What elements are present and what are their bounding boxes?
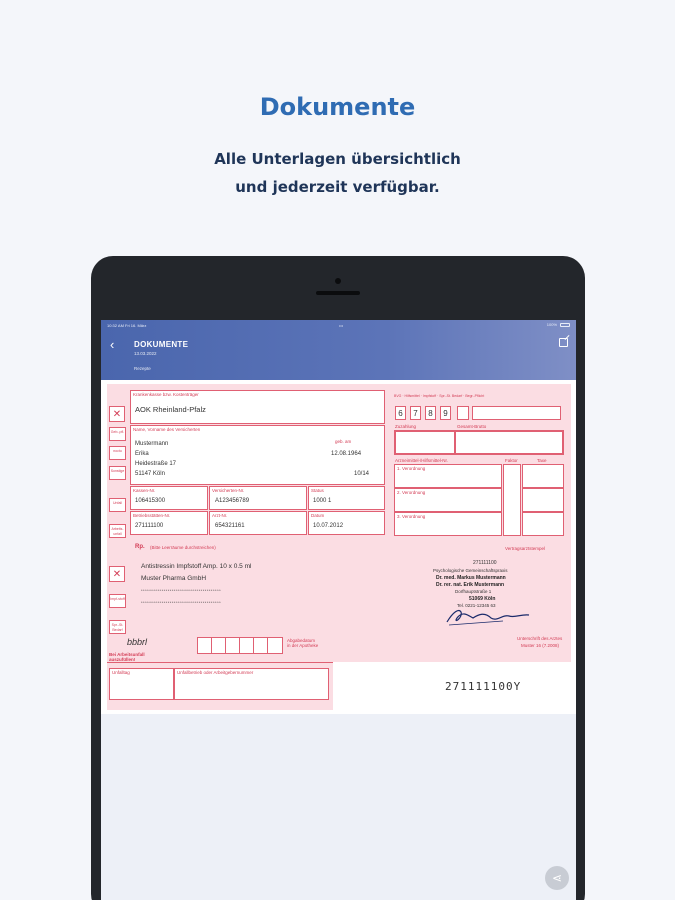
side-box-6: Arbeits-unfall <box>109 524 126 538</box>
side-box-2: Geb.-pfl. <box>109 427 126 441</box>
stamp-doctor2: Dr. rer. nat. Erik Mustermann <box>436 582 505 588</box>
taxe-field-2 <box>522 488 564 512</box>
taxe-field-1 <box>522 464 564 488</box>
abgabedatum-boxes <box>197 637 283 654</box>
label-insurer: Krankenkasse bzw. Kostenträger <box>133 392 199 397</box>
divider <box>267 637 268 654</box>
label-abgabedatum: Abgabedatum in der Apotheke <box>287 638 319 648</box>
divider <box>211 637 212 654</box>
prescription-form <box>107 384 571 710</box>
label-verordnung-2: 2. Verordnung <box>397 490 426 495</box>
side-box-5: Unfall <box>109 498 126 512</box>
label-faktor: Faktor <box>505 458 518 463</box>
kassen-nr-value: 106415300 <box>135 498 166 504</box>
strike-line-2: *************************************** <box>141 600 222 605</box>
battery-icon <box>560 323 570 327</box>
label-muster: Muster 16 (7.2008) <box>521 643 560 648</box>
patient-lastname: Mustermann <box>135 441 169 447</box>
app-screen <box>101 320 576 900</box>
status-dots: ••• <box>339 323 344 328</box>
label-rp-hint: (Bitte Leerräume durchstreichen) <box>150 545 216 550</box>
status-battery-group <box>547 322 570 327</box>
datum-value: 10.07.2012 <box>313 523 344 529</box>
divider <box>225 637 226 654</box>
app-header <box>101 320 576 380</box>
top-cell-8: 8 <box>425 406 436 420</box>
label-top-codes: BVG · Hilfsmittel · Impfstoff · Spr.-St. Bedarf · Begr.-Pflicht <box>394 394 485 398</box>
cross-mark-gebuehr: ✕ <box>109 406 125 422</box>
label-birthdate: geb. am <box>335 439 352 444</box>
label-rp: Rp. <box>135 544 145 550</box>
label-unfallbetrieb: Unfallbetrieb oder Arbeitgebernummer <box>177 670 254 675</box>
label-unfalltag: Unfalltag <box>112 670 130 675</box>
side-box-4: Sonstige <box>109 466 126 480</box>
status-time: 10:32 AM Fri 16. März <box>107 323 147 328</box>
handwritten-code: bbbrl <box>127 637 148 647</box>
side-box-3: noctu <box>109 446 126 460</box>
label-taxe: Taxe <box>537 458 547 463</box>
top-cell-6: 6 <box>395 406 406 420</box>
label-zuzahlung: Zuzahlung <box>395 424 417 429</box>
document-type: Rezepte <box>134 366 151 371</box>
edit-icon[interactable] <box>559 338 568 347</box>
stamp-city: 51069 Köln <box>469 596 496 602</box>
top-cell-empty <box>457 406 469 420</box>
patient-city: 51147 Köln <box>135 471 165 477</box>
hero-subtitle-line1: Alle Unterlagen übersichtlich <box>214 150 461 168</box>
label-unterschrift: Unterschrift des Arztes <box>517 636 563 641</box>
versicherten-nr-value: A123456789 <box>215 498 250 504</box>
share-icon[interactable]: ⋖ <box>545 866 569 890</box>
insurer-value: AOK Rheinland-Pfalz <box>135 405 206 414</box>
brutto-field <box>394 430 564 455</box>
stamp-doctor1: Dr. med. Markus Mustermann <box>436 575 506 581</box>
medication-line2: Muster Pharma GmbH <box>141 575 207 582</box>
battery-percent: 100% <box>546 322 557 327</box>
speaker-grille <box>316 291 360 295</box>
hero-subtitle <box>0 145 675 201</box>
status-value: 1000 1 <box>313 498 332 504</box>
label-arzt-nr: Arzt-Nr. <box>212 513 228 518</box>
patient-birthdate: 12.08.1964 <box>331 451 362 457</box>
divider <box>253 637 254 654</box>
prescription-document <box>101 380 576 714</box>
label-betriebsstaetten-nr: Betriebsstätten-Nr. <box>133 513 171 518</box>
arzt-nr-value: 654321161 <box>215 523 245 529</box>
document-title: DOKUMENTE <box>134 340 189 349</box>
divider <box>454 430 456 455</box>
hero-title: Dokumente <box>259 93 416 121</box>
label-datum: Datum <box>311 513 325 518</box>
signature <box>443 606 535 628</box>
taxe-field-3 <box>522 512 564 536</box>
stamp-street: Dorfhauptstraße 1 <box>455 589 492 594</box>
chevron-left-icon[interactable]: ‹ <box>110 337 115 352</box>
label-arbeitsunfall: Bei Arbeitsunfall auszufüllen! <box>109 652 145 662</box>
patient-code: 10/14 <box>354 471 370 477</box>
medication-line1: Antistressin Impfstoff Amp. 10 x 0.5 ml <box>141 563 252 570</box>
patient-firstname: Erika <box>135 451 149 457</box>
hero-subtitle-line2: und jederzeit verfügbar. <box>235 178 440 196</box>
faktor-column <box>503 464 521 536</box>
cross-mark-impf: ✕ <box>109 566 125 582</box>
top-cell-7: 7 <box>410 406 421 420</box>
label-arzneimittel: Arzneimittel-/Hilfsmittel-Nr. <box>395 458 449 463</box>
label-patient: Name, Vorname des Versicherten <box>133 427 201 432</box>
side-box-9: Spr.-St. Bedarf <box>109 620 126 634</box>
label-verordnung-1: 1. Verordnung <box>397 466 426 471</box>
divider <box>239 637 240 654</box>
stamp-number: 271111100 <box>473 560 497 566</box>
top-cell-9: 9 <box>440 406 451 420</box>
label-vertragsarzt: Vertragsarztstempel <box>505 546 546 551</box>
strike-line-1: *************************************** <box>141 588 222 593</box>
label-status: Status <box>311 488 324 493</box>
stamp-practice: Psychologische Gemeinschaftspraxis <box>433 568 508 573</box>
patient-street: Heidestraße 17 <box>135 461 177 467</box>
status-bar <box>107 322 570 330</box>
tablet-frame <box>91 256 585 900</box>
print-code: 271111100Y <box>445 680 522 693</box>
stamp-phone: Tel. 0221-12345 63 <box>457 603 496 608</box>
label-gesamt-brutto: Gesamt-Brutto <box>457 424 487 429</box>
betriebsstaetten-value: 271111100 <box>135 523 164 529</box>
apotheken-nr-field <box>472 406 561 420</box>
camera-icon <box>335 278 341 284</box>
side-box-8: Impf-stoff <box>109 594 126 608</box>
label-versicherten-nr: Versicherten-Nr. <box>212 488 245 493</box>
label-kassen-nr: Kassen-Nr. <box>133 488 156 493</box>
document-date: 13.03.2022 <box>134 351 157 356</box>
label-verordnung-3: 3. Verordnung <box>397 514 426 519</box>
